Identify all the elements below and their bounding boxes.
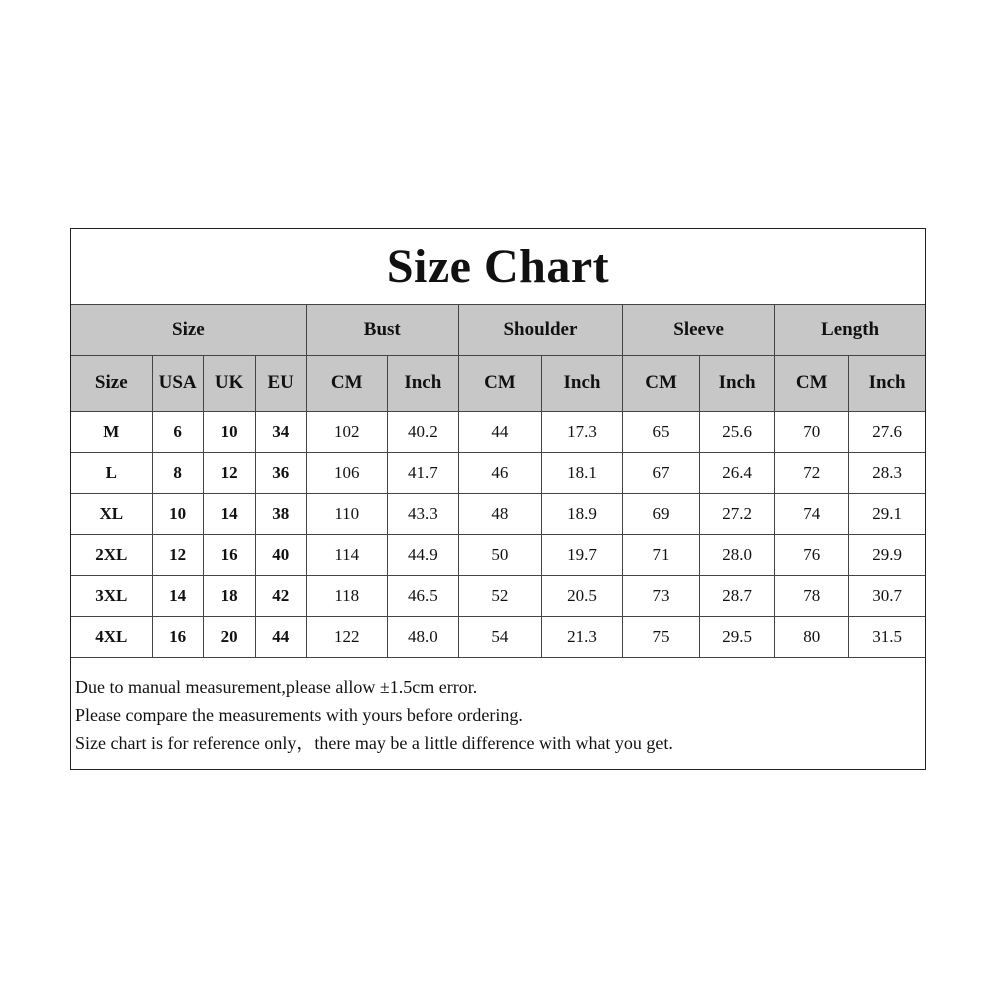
cell-usa: 8	[152, 452, 203, 493]
cell-bust-inch: 44.9	[387, 534, 458, 575]
cell-usa: 12	[152, 534, 203, 575]
cell-shoulder-cm: 52	[458, 575, 541, 616]
cell-eu: 34	[255, 411, 306, 452]
cell-sleeve-cm: 75	[623, 616, 700, 657]
cell-size: XL	[71, 493, 152, 534]
cell-length-cm: 74	[775, 493, 849, 534]
cell-shoulder-inch: 19.7	[541, 534, 622, 575]
table-row	[71, 575, 925, 616]
cell-length-inch: 30.7	[849, 575, 925, 616]
sub-header-length-cm: CM	[775, 355, 849, 411]
note-compare-measurements: Please compare the measurements with yours before ordering.	[75, 704, 523, 725]
group-header-sleeve: Sleeve	[623, 304, 775, 355]
cell-bust-cm: 102	[306, 411, 387, 452]
group-header-length: Length	[775, 304, 925, 355]
cell-length-cm: 80	[775, 616, 849, 657]
cell-shoulder-inch: 21.3	[541, 616, 622, 657]
cell-uk: 18	[203, 575, 255, 616]
cell-length-inch: 31.5	[849, 616, 925, 657]
cell-size: L	[71, 452, 152, 493]
cell-bust-cm: 106	[306, 452, 387, 493]
cell-size: 3XL	[71, 575, 152, 616]
cell-uk: 14	[203, 493, 255, 534]
cell-sleeve-cm: 67	[623, 452, 700, 493]
cell-bust-cm: 110	[306, 493, 387, 534]
cell-shoulder-cm: 44	[458, 411, 541, 452]
sub-header-uk: UK	[203, 355, 255, 411]
cell-bust-cm: 114	[306, 534, 387, 575]
cell-sleeve-cm: 69	[623, 493, 700, 534]
cell-shoulder-cm: 48	[458, 493, 541, 534]
table-row	[71, 452, 925, 493]
cell-sleeve-cm: 65	[623, 411, 700, 452]
group-header-row	[71, 304, 925, 355]
table-row	[71, 616, 925, 657]
group-header-bust: Bust	[306, 304, 458, 355]
sub-header-usa: USA	[152, 355, 203, 411]
sub-header-shoulder-cm: CM	[458, 355, 541, 411]
sub-header-bust-cm: CM	[306, 355, 387, 411]
cell-bust-inch: 40.2	[387, 411, 458, 452]
cell-bust-inch: 41.7	[387, 452, 458, 493]
cell-shoulder-inch: 18.1	[541, 452, 622, 493]
cell-usa: 16	[152, 616, 203, 657]
cell-uk: 12	[203, 452, 255, 493]
cell-usa: 14	[152, 575, 203, 616]
cell-sleeve-inch: 28.7	[700, 575, 775, 616]
group-header-shoulder: Shoulder	[458, 304, 622, 355]
sub-header-eu: EU	[255, 355, 306, 411]
cell-length-cm: 78	[775, 575, 849, 616]
cell-shoulder-inch: 17.3	[541, 411, 622, 452]
cell-bust-inch: 46.5	[387, 575, 458, 616]
cell-shoulder-inch: 20.5	[541, 575, 622, 616]
cell-length-cm: 72	[775, 452, 849, 493]
cell-length-inch: 29.9	[849, 534, 925, 575]
cell-sleeve-cm: 71	[623, 534, 700, 575]
cell-length-inch: 28.3	[849, 452, 925, 493]
note-reference-only: Size chart is for reference only，there may be a little difference with what you get.	[75, 732, 673, 753]
cell-length-inch: 27.6	[849, 411, 925, 452]
cell-eu: 42	[255, 575, 306, 616]
sub-header-bust-inch: Inch	[387, 355, 458, 411]
cell-shoulder-inch: 18.9	[541, 493, 622, 534]
sub-header-row	[71, 355, 925, 411]
cell-shoulder-cm: 54	[458, 616, 541, 657]
cell-size: 4XL	[71, 616, 152, 657]
sub-header-length-inch: Inch	[849, 355, 925, 411]
cell-bust-inch: 48.0	[387, 616, 458, 657]
cell-sleeve-inch: 26.4	[700, 452, 775, 493]
chart-title: Size Chart	[71, 229, 925, 304]
cell-length-inch: 29.1	[849, 493, 925, 534]
size-table	[71, 229, 925, 658]
cell-size: M	[71, 411, 152, 452]
cell-eu: 38	[255, 493, 306, 534]
cell-shoulder-cm: 50	[458, 534, 541, 575]
sub-header-size: Size	[71, 355, 152, 411]
table-row	[71, 493, 925, 534]
group-header-size: Size	[71, 304, 306, 355]
cell-sleeve-inch: 28.0	[700, 534, 775, 575]
sub-header-sleeve-inch: Inch	[700, 355, 775, 411]
cell-sleeve-inch: 27.2	[700, 493, 775, 534]
sub-header-shoulder-inch: Inch	[541, 355, 622, 411]
cell-sleeve-inch: 25.6	[700, 411, 775, 452]
note-measurement-error: Due to manual measurement,please allow ±1.5cm error.	[75, 676, 478, 697]
cell-usa: 10	[152, 493, 203, 534]
notes-section	[71, 658, 925, 757]
sub-header-sleeve-cm: CM	[623, 355, 700, 411]
cell-length-cm: 76	[775, 534, 849, 575]
size-chart	[70, 228, 926, 770]
cell-bust-inch: 43.3	[387, 493, 458, 534]
cell-shoulder-cm: 46	[458, 452, 541, 493]
cell-usa: 6	[152, 411, 203, 452]
cell-eu: 44	[255, 616, 306, 657]
cell-eu: 40	[255, 534, 306, 575]
cell-sleeve-cm: 73	[623, 575, 700, 616]
cell-sleeve-inch: 29.5	[700, 616, 775, 657]
cell-uk: 16	[203, 534, 255, 575]
cell-length-cm: 70	[775, 411, 849, 452]
cell-size: 2XL	[71, 534, 152, 575]
cell-eu: 36	[255, 452, 306, 493]
cell-bust-cm: 122	[306, 616, 387, 657]
cell-uk: 20	[203, 616, 255, 657]
table-row	[71, 534, 925, 575]
cell-bust-cm: 118	[306, 575, 387, 616]
cell-uk: 10	[203, 411, 255, 452]
table-row	[71, 411, 925, 452]
